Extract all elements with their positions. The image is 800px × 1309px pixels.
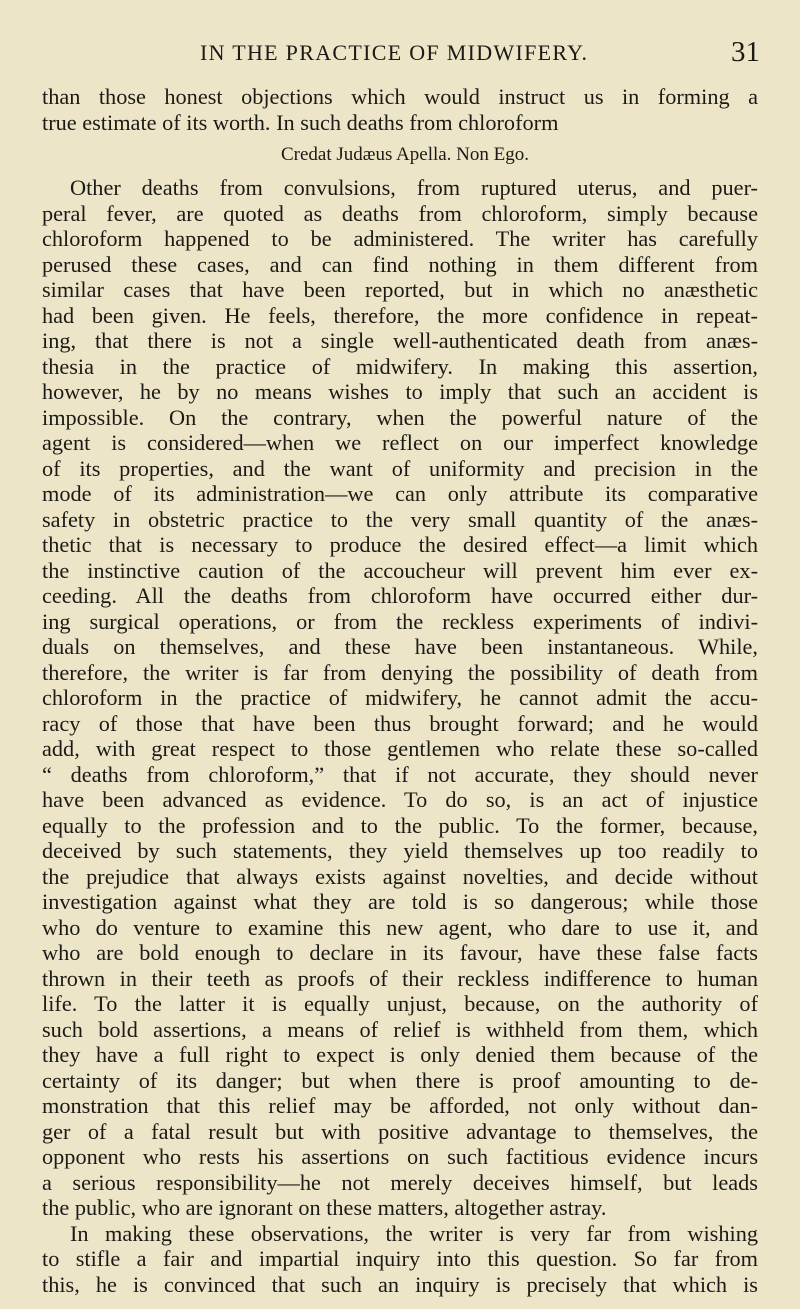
text-line: therefore, the writer is far from denying the possibility of death from bbox=[42, 659, 758, 685]
text-line: who do venture to examine this new agent, who dare to use it, and bbox=[42, 914, 758, 940]
text-line: agent is considered—when we reflect on our imperfect knowledge bbox=[42, 430, 758, 455]
text-line: true estimate of its worth. In such deaths from chloroform bbox=[42, 109, 559, 135]
text-line: “ deaths from chloroform,” that if not accurate, they should never bbox=[42, 761, 758, 787]
text-line: racy of those that have been thus brought forward; and he would bbox=[42, 710, 758, 736]
text-line: deceived by such statements, they yield themselves up too readily to bbox=[42, 838, 758, 863]
text-line: mode of its administration—we can only attribute its comparative bbox=[42, 481, 758, 506]
text-line: duals on themselves, and these have been instantaneous. While, bbox=[42, 634, 758, 659]
text-line: equally to the profession and to the public. To the former, because, bbox=[42, 812, 758, 838]
text-line: add, with great respect to those gentlemen who relate these so-called bbox=[42, 736, 758, 761]
text-line: Other deaths from convulsions, from ruptured uterus, and puer- bbox=[70, 175, 758, 200]
text-line: ing, that there is not a single well-authenticated death from anæs- bbox=[42, 328, 758, 353]
text-line: impossible. On the contrary, when the powerful nature of the bbox=[42, 404, 758, 430]
text-line: the prejudice that always exists against novelties, and decide without bbox=[42, 863, 758, 889]
epigraph: Credat Judæus Apella. Non Ego. bbox=[280, 144, 530, 165]
text-line: who are bold enough to declare in its favour, have these false facts bbox=[42, 940, 758, 965]
text-line: thesia in the practice of midwifery. In making this assertion, bbox=[42, 353, 758, 379]
text-line: thrown in their teeth as proofs of their reckless indifference to human bbox=[42, 965, 758, 991]
text-line: a serious responsibility—he not merely deceives himself, but leads bbox=[42, 1169, 758, 1195]
text-line: perused these cases, and can find nothing in them different from bbox=[42, 251, 758, 277]
text-line: such bold assertions, a means of relief is withheld from them, which bbox=[42, 1016, 758, 1042]
text-line: than those honest objections which would instruct us in forming a bbox=[42, 84, 758, 109]
text-line: safety in obstetric practice to the very small quantity of the anæs- bbox=[42, 506, 758, 532]
text-line: opponent who rests his assertions on such factitious evidence incurs bbox=[42, 1144, 758, 1169]
page-number: 31 bbox=[731, 36, 760, 68]
text-line: of its properties, and the want of uniformity and precision in the bbox=[42, 455, 758, 481]
paragraph-1 bbox=[42, 84, 758, 135]
running-head bbox=[200, 36, 760, 76]
text-line: thetic that is necessary to produce the desired effect—a limit which bbox=[42, 532, 758, 557]
text-line: similar cases that have been reported, but in which no anæsthetic bbox=[42, 277, 758, 302]
text-line: the public, who are ignorant on these matters, altogether astray. bbox=[42, 1195, 607, 1220]
text-line: they have a full right to expect is only denied them because of the bbox=[42, 1042, 758, 1067]
text-line: life. To the latter it is equally unjust, because, on the authority of bbox=[42, 991, 758, 1016]
text-line: certainty of its danger; but when there is proof amounting to de- bbox=[42, 1067, 758, 1093]
text-line: ger of a fatal result but with positive advantage to themselves, the bbox=[42, 1118, 758, 1144]
text-line: however, he by no means wishes to imply that such an accident is bbox=[42, 379, 758, 404]
running-title: IN THE PRACTICE OF MIDWIFERY. bbox=[200, 40, 589, 65]
body-text bbox=[42, 84, 758, 1297]
text-line: had been given. He feels, therefore, the more confidence in repeat- bbox=[42, 302, 758, 328]
text-line: ing surgical operations, or from the reckless experiments of indivi- bbox=[42, 608, 758, 634]
text-line: have been advanced as evidence. To do so, is an act of injustice bbox=[42, 787, 758, 812]
paragraph-3 bbox=[42, 1221, 758, 1298]
text-line: In making these observations, the writer is very far from wishing bbox=[70, 1220, 758, 1246]
text-line: this, he is convinced that such an inquiry is precisely that which is bbox=[42, 1271, 758, 1297]
text-line: chloroform in the practice of midwifery, he cannot admit the accu- bbox=[42, 685, 758, 710]
text-line: peral fever, are quoted as deaths from chloroform, simply because bbox=[42, 200, 758, 226]
text-line: monstration that this relief may be afforded, not only without dan- bbox=[42, 1093, 758, 1118]
text-line: investigation against what they are told is so dangerous; while those bbox=[42, 889, 758, 914]
text-line: the instinctive caution of the accoucheur will prevent him ever ex- bbox=[42, 557, 758, 583]
text-line: ceeding. All the deaths from chloroform have occurred either dur- bbox=[42, 583, 758, 608]
text-line: chloroform happened to be administered. The writer has carefully bbox=[42, 226, 758, 251]
text-line: to stifle a fair and impartial inquiry into this question. So far from bbox=[42, 1246, 758, 1271]
paragraph-2 bbox=[42, 175, 758, 1221]
